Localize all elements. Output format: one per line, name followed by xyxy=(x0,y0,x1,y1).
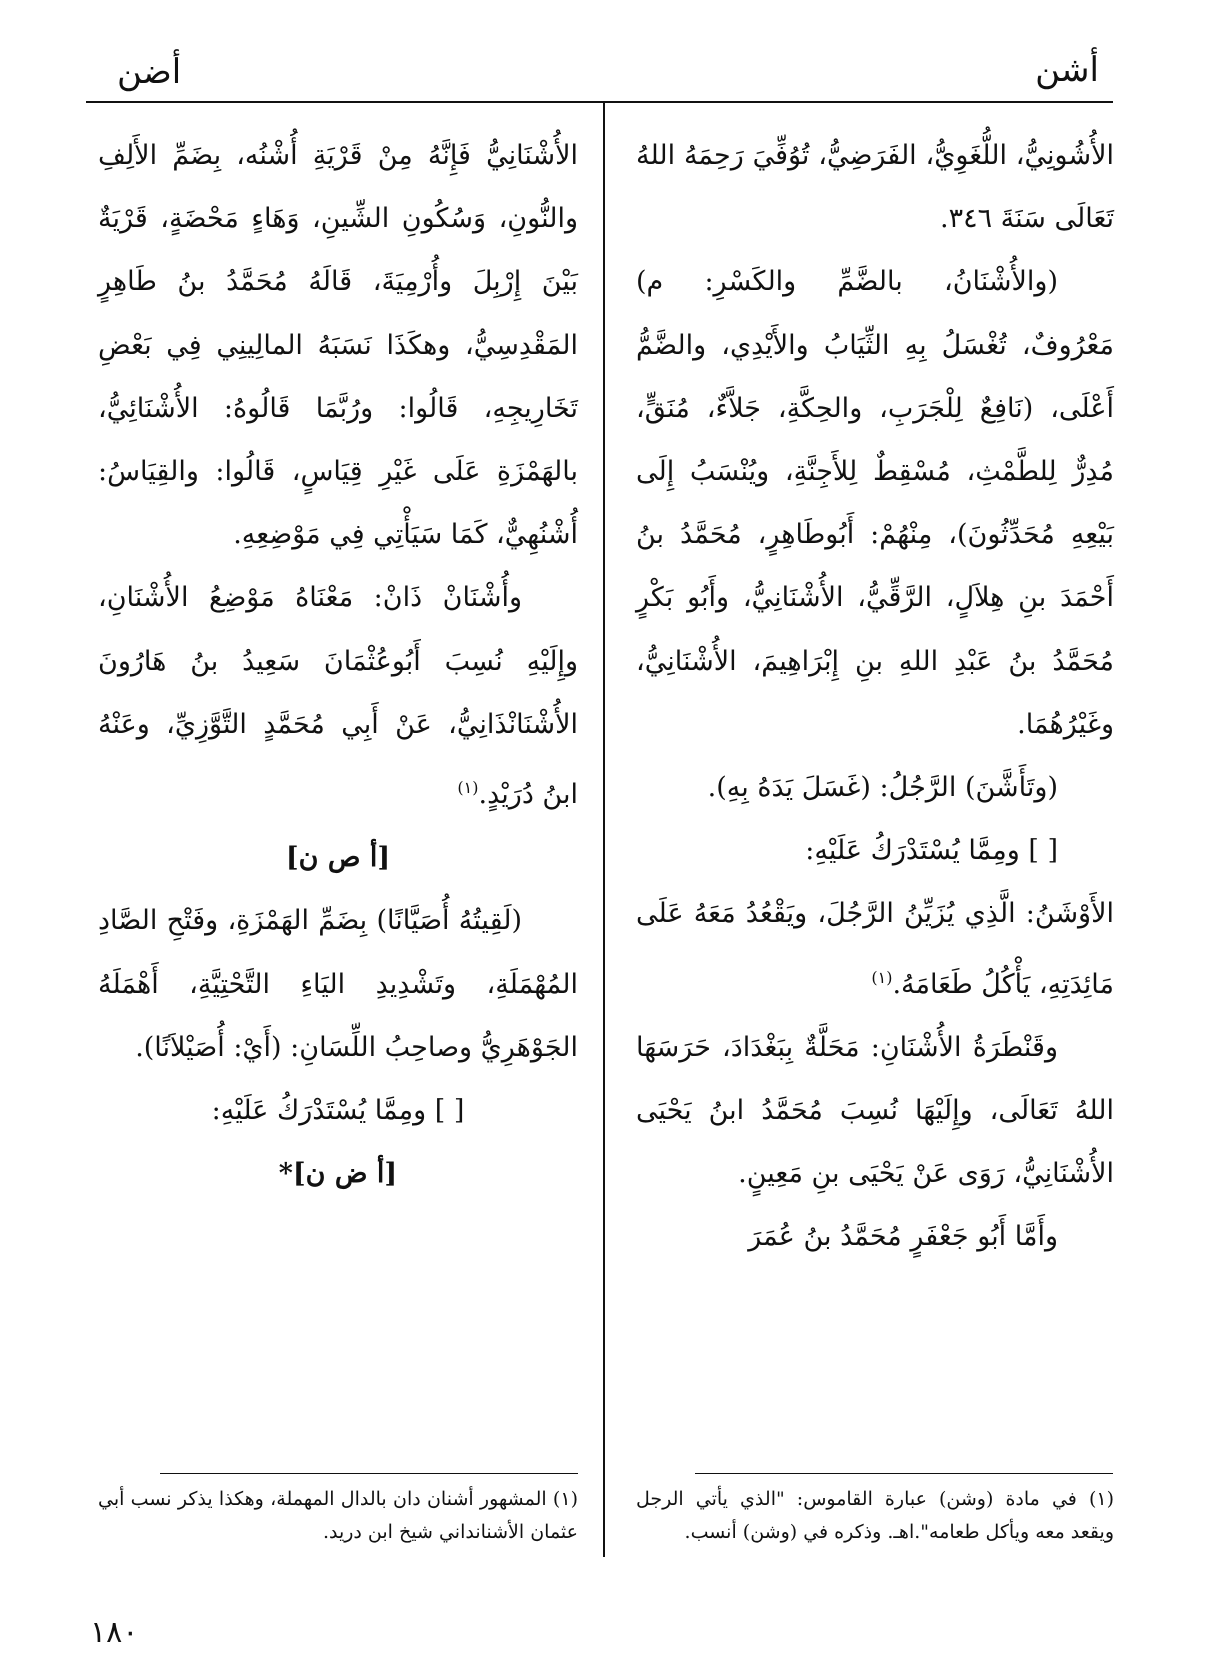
header-rule xyxy=(86,101,1113,103)
paragraph xyxy=(636,882,1114,1015)
running-header-left: أضن xyxy=(117,52,182,92)
footnote-rule xyxy=(695,1473,1113,1474)
footnote-rule xyxy=(160,1473,578,1474)
paragraph: وأَمَّا أَبُو جَعْفَرٍ مُحَمَّدُ بنُ عُمَرَ xyxy=(748,1221,1058,1253)
paragraph: [ ] ومِمَّا يُسْتَدْرَكُ عَلَيْهِ: xyxy=(211,1095,465,1127)
footnote: (١) في مادة (وشن) عبارة القاموس: "الذي يأتي الرجل ويقعد معه ويأكل طعامه".اهـ. وذكره في (وشن) أنسب. xyxy=(636,1488,1114,1543)
page-number: ١٨٠ xyxy=(90,1615,139,1650)
paragraph-text: الأَوْشَنُ: الَّذِي يُزَيِّنُ الرَّجُلَ، ويَقْعُدُ مَعَهُ عَلَى مَائِدَتِهِ، يَأْكُلُ طَعَامَهُ. xyxy=(636,898,1114,1000)
entry-heading: [أ ض ن]* xyxy=(278,1158,398,1190)
paragraph: (والأُشْنَانُ، بالضَّمِّ والكَسْرِ: م) مَعْرُوفٌ، تُغْسَلُ بِهِ الثِّيَابُ والأَيْدِي، والضَّمُّ أَعْلَى، (نَافِعٌ لِلْجَرَبِ، والحِكَّةِ، جَلاَّءٌ، مُنَقٍّ، مُدِرٌّ لِلطَّمْثِ، مُسْقِطٌ لِلأَجِنَّةِ، ويُنْسَبُ إِلَى بَيْعِهِ مُحَدِّثُونَ)، مِنْهُمْ: أَبُوطَاهِرٍ، مُحَمَّدُ بنُ أَحْمَدَ بنِ هِلاَلٍ، الرَّقِّيُّ، الأُشْنَانِيُّ، وأَبُو بَكْرٍ مُحَمَّدُ بنُ عَبْدِ اللهِ بنِ إِبْرَاهِيمَ، الأُشْنَانِيُّ، وغَيْرُهُمَا. xyxy=(636,266,1114,740)
paragraph: [ ] ومِمَّا يُسْتَدْرَكُ عَلَيْهِ: xyxy=(805,835,1058,867)
footnote-marker: (١) xyxy=(457,778,479,798)
paragraph xyxy=(98,566,578,826)
paragraph-text: وأُشْنَانْ ذَانْ: مَعْنَاهُ مَوْضِعُ الأُشْنَانِ، وإِلَيْهِ نُسِبَ أَبُوعُثْمَانَ سَعِيدُ بنُ هَارُونَ الأُشْنَانْذَانِيُّ، عَنْ أَبِي مُحَمَّدٍ التَّوَّزِيِّ، وعَنْهُ ابنُ دُرَيْدٍ. xyxy=(98,582,578,811)
left-column xyxy=(98,124,578,1205)
paragraph: (وتَأَشَّنَ) الرَّجُلُ: (غَسَلَ يَدَهُ بِهِ). xyxy=(707,772,1058,804)
paragraph: الأُشْنَانِيُّ فَإِنَّهُ مِنْ قَرْيَةِ أُشْنُه، بِضَمِّ الأَلِفِ والنُّونِ، وَسُكُونِ الشِّينِ، وَهَاءٍ مَحْضَةٍ، قَرْيَةٌ بَيْنَ إِرْبِلَ وأُرْمِيَةَ، قَالَهُ مُحَمَّدُ بنُ طَاهِرٍ المَقْدِسِيُّ، وهكَذَا نَسَبَهُ المالِينِي فِي بَعْضِ تَخَارِيجِهِ، قَالُوا: ورُبَّمَا قَالُوهُ: الأُشْنَائِيُّ، بالهَمْزَةِ عَلَى غَيْرِ قِيَاسٍ، قَالُوا: والقِيَاسُ: أُشْنُهِيٌّ، كَمَا سَيَأْتِي فِي مَوْضِعِهِ. xyxy=(98,140,578,551)
footnote-marker: (١) xyxy=(871,967,893,987)
paragraph: (لَقِيتُهُ أُصَيَّانًا) بِضَمِّ الهَمْزَةِ، وفَتْحِ الصَّادِ المُهْمَلَةِ، وتَشْدِيدِ اليَاءِ التَّحْتِيَّةِ، أَهْمَلَهُ الجَوْهَرِيُّ وصاحِبُ اللِّسَانِ: (أَيْ: أُصَيْلاَنًا). xyxy=(98,905,578,1063)
running-header-right: أشن xyxy=(1035,50,1099,90)
paragraph: وقَنْطَرَةُ الأُشْنَانِ: مَحَلَّةٌ بِبَغْدَادَ، حَرَسَهَا اللهُ تَعَالَى، وإِلَيْهَا نُسِبَ مُحَمَّدُ ابنُ يَحْيَى الأُشْنَانِيُّ، رَوَى عَنْ يَحْيَى بنِ مَعِينٍ. xyxy=(636,1031,1114,1190)
right-column xyxy=(636,124,1114,1269)
entry-heading: [أ ص ن] xyxy=(285,842,391,874)
paragraph: الأُشُونِيُّ، اللُّغَوِيُّ، الفَرَضِيُّ، تُوُفِّيَ رَحِمَهُ اللهُ تَعَالَى سَنَةَ ٣٤٦. xyxy=(636,140,1114,235)
footnote: (١) المشهور أشنان دان بالدال المهملة، وهكذا يذكر نسب أبي عثمان الأشنانداني شيخ ابن دريد. xyxy=(98,1488,578,1543)
column-divider xyxy=(603,103,605,1557)
